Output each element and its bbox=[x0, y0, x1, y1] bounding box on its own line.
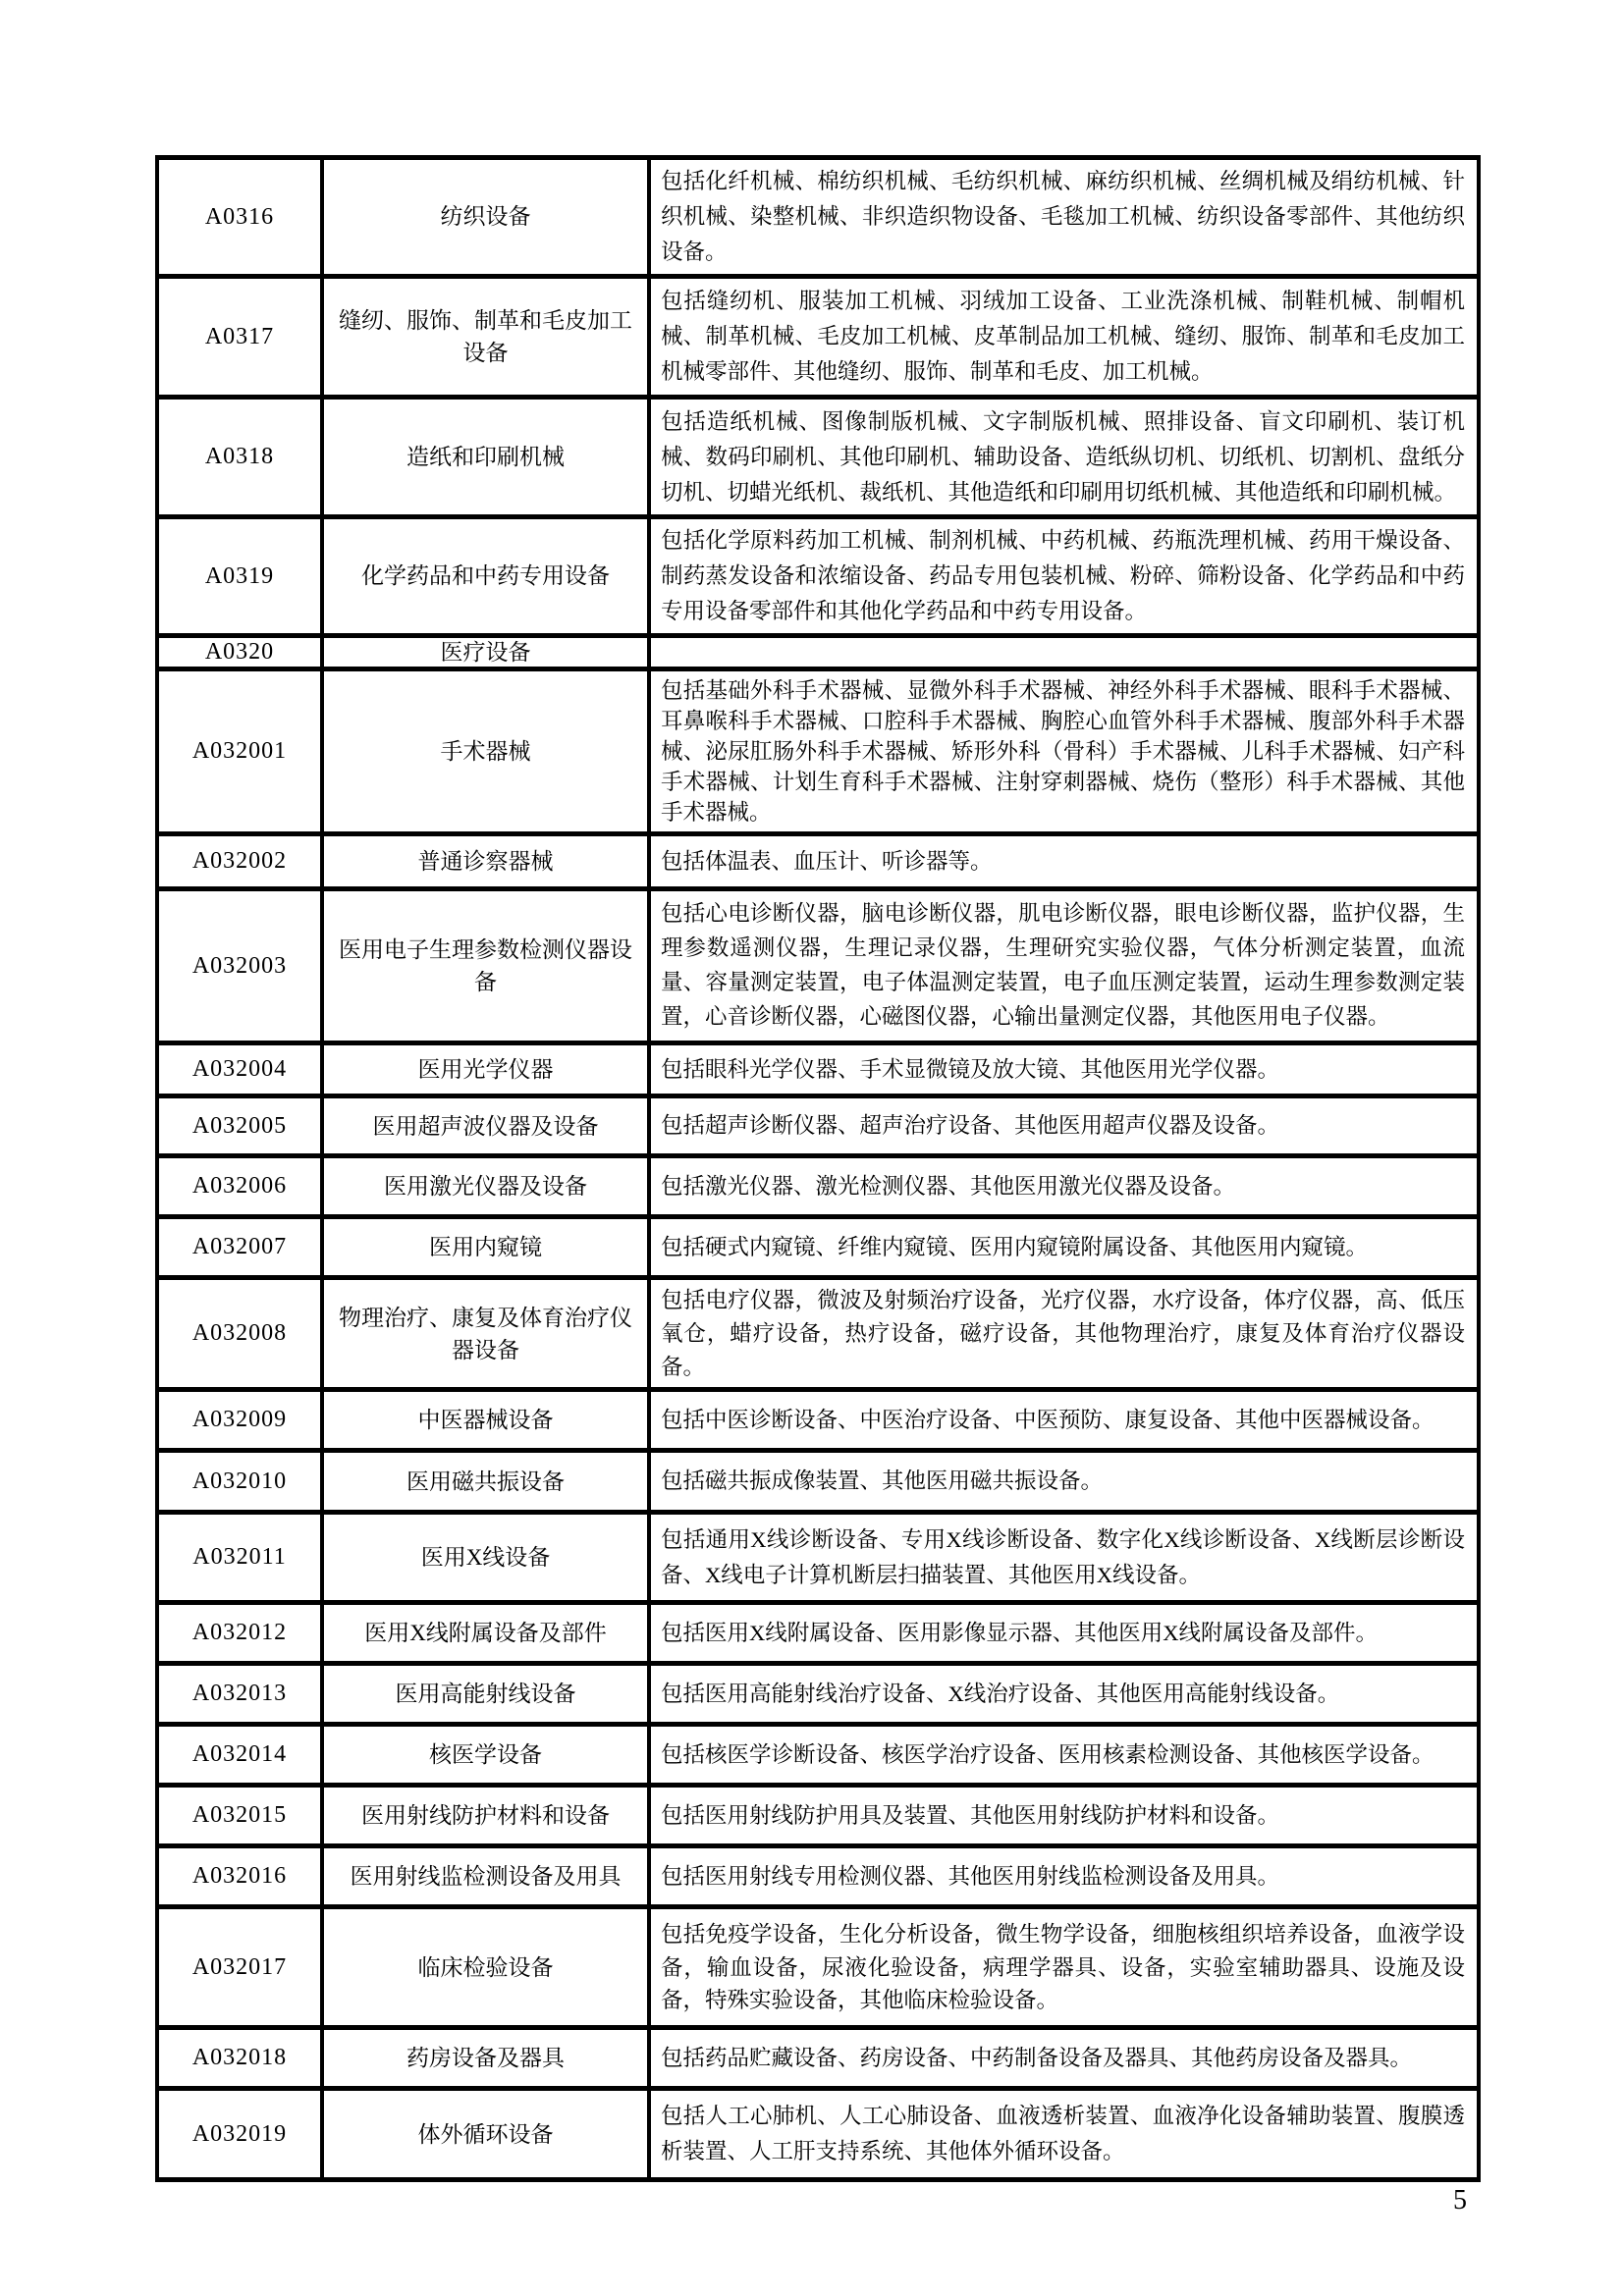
table-row bbox=[157, 1278, 1479, 1390]
table-row bbox=[157, 1513, 1479, 1603]
table-row bbox=[157, 2028, 1479, 2089]
description-cell: 包括心电诊断仪器，脑电诊断仪器，肌电诊断仪器，眼电诊断仪器，监护仪器，生理参数遥测仪器，生理记录仪器，生理研究实验仪器，气体分析测定装置，血流量、容量测定装置，电子体温测定装置，电子血压测定装置，运动生理参数测定装置，心音诊断仪器，心磁图仪器，心输出量测定仪器，其他医用电子仪器。 bbox=[649, 889, 1479, 1043]
table-row bbox=[157, 1451, 1479, 1513]
table-row bbox=[157, 1390, 1479, 1451]
name-cell: 手术器械 bbox=[322, 669, 649, 834]
code-cell: A032012 bbox=[157, 1603, 322, 1664]
description-cell: 包括化学原料药加工机械、制剂机械、中药机械、药瓶洗理机械、药用干燥设备、制药蒸发设备和浓缩设备、药品专用包装机械、粉碎、筛粉设备、化学药品和中药专用设备零部件和其他化学药品和中药专用设备。 bbox=[649, 517, 1479, 636]
description-cell: 包括超声诊断仪器、超声治疗设备、其他医用超声仪器及设备。 bbox=[649, 1096, 1479, 1156]
code-cell: A032019 bbox=[157, 2089, 322, 2180]
code-cell: A0319 bbox=[157, 517, 322, 636]
description-cell: 包括医用高能射线治疗设备、X线治疗设备、其他医用高能射线设备。 bbox=[649, 1664, 1479, 1725]
code-cell: A0316 bbox=[157, 158, 322, 277]
description-cell: 包括医用射线防护用具及装置、其他医用射线防护材料和设备。 bbox=[649, 1786, 1479, 1846]
description-cell: 包括医用射线专用检测仪器、其他医用射线监检测设备及用具。 bbox=[649, 1846, 1479, 1907]
table-row bbox=[157, 1846, 1479, 1907]
description-cell: 包括中医诊断设备、中医治疗设备、中医预防、康复设备、其他中医器械设备。 bbox=[649, 1390, 1479, 1451]
table-row bbox=[157, 1725, 1479, 1786]
name-cell: 体外循环设备 bbox=[322, 2089, 649, 2180]
name-cell: 医用内窥镜 bbox=[322, 1217, 649, 1278]
table-row bbox=[157, 277, 1479, 398]
name-cell: 医用光学仪器 bbox=[322, 1043, 649, 1096]
description-cell: 包括人工心肺机、人工心肺设备、血液透析装置、血液净化设备辅助装置、腹膜透析装置、人工肝支持系统、其他体外循环设备。 bbox=[649, 2089, 1479, 2180]
code-cell: A032011 bbox=[157, 1513, 322, 1603]
description-cell: 包括电疗仪器，微波及射频治疗设备，光疗仪器，水疗设备，体疗仪器，高、低压氧仓，蜡疗设备，热疗设备，磁疗设备，其他物理治疗，康复及体育治疗仪器设备。 bbox=[649, 1278, 1479, 1390]
name-cell: 医用X线附属设备及部件 bbox=[322, 1603, 649, 1664]
name-cell: 医用射线防护材料和设备 bbox=[322, 1786, 649, 1846]
name-cell: 医用X线设备 bbox=[322, 1513, 649, 1603]
table-row bbox=[157, 398, 1479, 517]
name-cell: 缝纫、服饰、制革和毛皮加工设备 bbox=[322, 277, 649, 398]
name-cell: 医用超声波仪器及设备 bbox=[322, 1096, 649, 1156]
code-cell: A032016 bbox=[157, 1846, 322, 1907]
description-cell: 包括通用X线诊断设备、专用X线诊断设备、数字化X线诊断设备、X线断层诊断设备、X线电子计算机断层扫描装置、其他医用X线设备。 bbox=[649, 1513, 1479, 1603]
name-cell: 物理治疗、康复及体育治疗仪器设备 bbox=[322, 1278, 649, 1390]
code-cell: A032010 bbox=[157, 1451, 322, 1513]
name-cell: 医用激光仪器及设备 bbox=[322, 1156, 649, 1217]
code-cell: A032015 bbox=[157, 1786, 322, 1846]
table-row bbox=[157, 636, 1479, 669]
code-cell: A032004 bbox=[157, 1043, 322, 1096]
description-cell: 包括医用X线附属设备、医用影像显示器、其他医用X线附属设备及部件。 bbox=[649, 1603, 1479, 1664]
name-cell: 医用电子生理参数检测仪器设备 bbox=[322, 889, 649, 1043]
table-row bbox=[157, 1043, 1479, 1096]
name-cell: 医疗设备 bbox=[322, 636, 649, 669]
table-row bbox=[157, 2089, 1479, 2180]
name-cell: 普通诊察器械 bbox=[322, 834, 649, 889]
table-row bbox=[157, 1603, 1479, 1664]
name-cell: 核医学设备 bbox=[322, 1725, 649, 1786]
code-cell: A0320 bbox=[157, 636, 322, 669]
description-cell: 包括磁共振成像装置、其他医用磁共振设备。 bbox=[649, 1451, 1479, 1513]
code-cell: A032009 bbox=[157, 1390, 322, 1451]
classification-table bbox=[155, 155, 1481, 2182]
description-cell: 包括硬式内窥镜、纤维内窥镜、医用内窥镜附属设备、其他医用内窥镜。 bbox=[649, 1217, 1479, 1278]
description-cell: 包括缝纫机、服装加工机械、羽绒加工设备、工业洗涤机械、制鞋机械、制帽机械、制革机械、毛皮加工机械、皮革制品加工机械、缝纫、服饰、制革和毛皮加工机械零部件、其他缝纫、服饰、制革和毛皮、加工机械。 bbox=[649, 277, 1479, 398]
code-cell: A032001 bbox=[157, 669, 322, 834]
table-row bbox=[157, 158, 1479, 277]
name-cell: 药房设备及器具 bbox=[322, 2028, 649, 2089]
name-cell: 中医器械设备 bbox=[322, 1390, 649, 1451]
code-cell: A032007 bbox=[157, 1217, 322, 1278]
code-cell: A032003 bbox=[157, 889, 322, 1043]
description-cell: 包括造纸机械、图像制版机械、文字制版机械、照排设备、盲文印刷机、装订机械、数码印刷机、其他印刷机、辅助设备、造纸纵切机、切纸机、切割机、盘纸分切机、切蜡光纸机、裁纸机、其他造纸和印刷用切纸机械、其他造纸和印刷机械。 bbox=[649, 398, 1479, 517]
code-cell: A032018 bbox=[157, 2028, 322, 2089]
code-cell: A032017 bbox=[157, 1907, 322, 2028]
table-row bbox=[157, 834, 1479, 889]
name-cell: 化学药品和中药专用设备 bbox=[322, 517, 649, 636]
table-row bbox=[157, 1786, 1479, 1846]
description-cell: 包括免疫学设备，生化分析设备，微生物学设备，细胞核组织培养设备，血液学设备，输血设备，尿液化验设备，病理学器具、设备，实验室辅助器具、设施及设备，特殊实验设备，其他临床检验设备。 bbox=[649, 1907, 1479, 2028]
description-cell: 包括核医学诊断设备、核医学治疗设备、医用核素检测设备、其他核医学设备。 bbox=[649, 1725, 1479, 1786]
table-row bbox=[157, 1907, 1479, 2028]
table-row bbox=[157, 517, 1479, 636]
name-cell: 造纸和印刷机械 bbox=[322, 398, 649, 517]
description-cell: 包括体温表、血压计、听诊器等。 bbox=[649, 834, 1479, 889]
table-row bbox=[157, 669, 1479, 834]
table-row bbox=[157, 1217, 1479, 1278]
code-cell: A032013 bbox=[157, 1664, 322, 1725]
code-cell: A032006 bbox=[157, 1156, 322, 1217]
code-cell: A0317 bbox=[157, 277, 322, 398]
code-cell: A032005 bbox=[157, 1096, 322, 1156]
name-cell: 医用磁共振设备 bbox=[322, 1451, 649, 1513]
code-cell: A032014 bbox=[157, 1725, 322, 1786]
code-cell: A032008 bbox=[157, 1278, 322, 1390]
table-row bbox=[157, 1664, 1479, 1725]
description-cell: 包括激光仪器、激光检测仪器、其他医用激光仪器及设备。 bbox=[649, 1156, 1479, 1217]
description-cell: 包括药品贮藏设备、药房设备、中药制备设备及器具、其他药房设备及器具。 bbox=[649, 2028, 1479, 2089]
table-row bbox=[157, 1156, 1479, 1217]
code-cell: A0318 bbox=[157, 398, 322, 517]
name-cell: 医用高能射线设备 bbox=[322, 1664, 649, 1725]
table-row bbox=[157, 1096, 1479, 1156]
page-number: 5 bbox=[1453, 2185, 1467, 2216]
description-cell: 包括基础外科手术器械、显微外科手术器械、神经外科手术器械、眼科手术器械、耳鼻喉科手术器械、口腔科手术器械、胸腔心血管外科手术器械、腹部外科手术器械、泌尿肛肠外科手术器械、矫形外科（骨科）手术器械、儿科手术器械、妇产科手术器械、计划生育科手术器械、注射穿刺器械、烧伤（整形）科手术器械、其他手术器械。 bbox=[649, 669, 1479, 834]
description-cell bbox=[649, 636, 1479, 669]
description-cell: 包括化纤机械、棉纺织机械、毛纺织机械、麻纺织机械、丝绸机械及绢纺机械、针织机械、染整机械、非织造织物设备、毛毯加工机械、纺织设备零部件、其他纺织设备。 bbox=[649, 158, 1479, 277]
name-cell: 医用射线监检测设备及用具 bbox=[322, 1846, 649, 1907]
name-cell: 临床检验设备 bbox=[322, 1907, 649, 2028]
name-cell: 纺织设备 bbox=[322, 158, 649, 277]
description-cell: 包括眼科光学仪器、手术显微镜及放大镜、其他医用光学仪器。 bbox=[649, 1043, 1479, 1096]
table-row bbox=[157, 889, 1479, 1043]
code-cell: A032002 bbox=[157, 834, 322, 889]
